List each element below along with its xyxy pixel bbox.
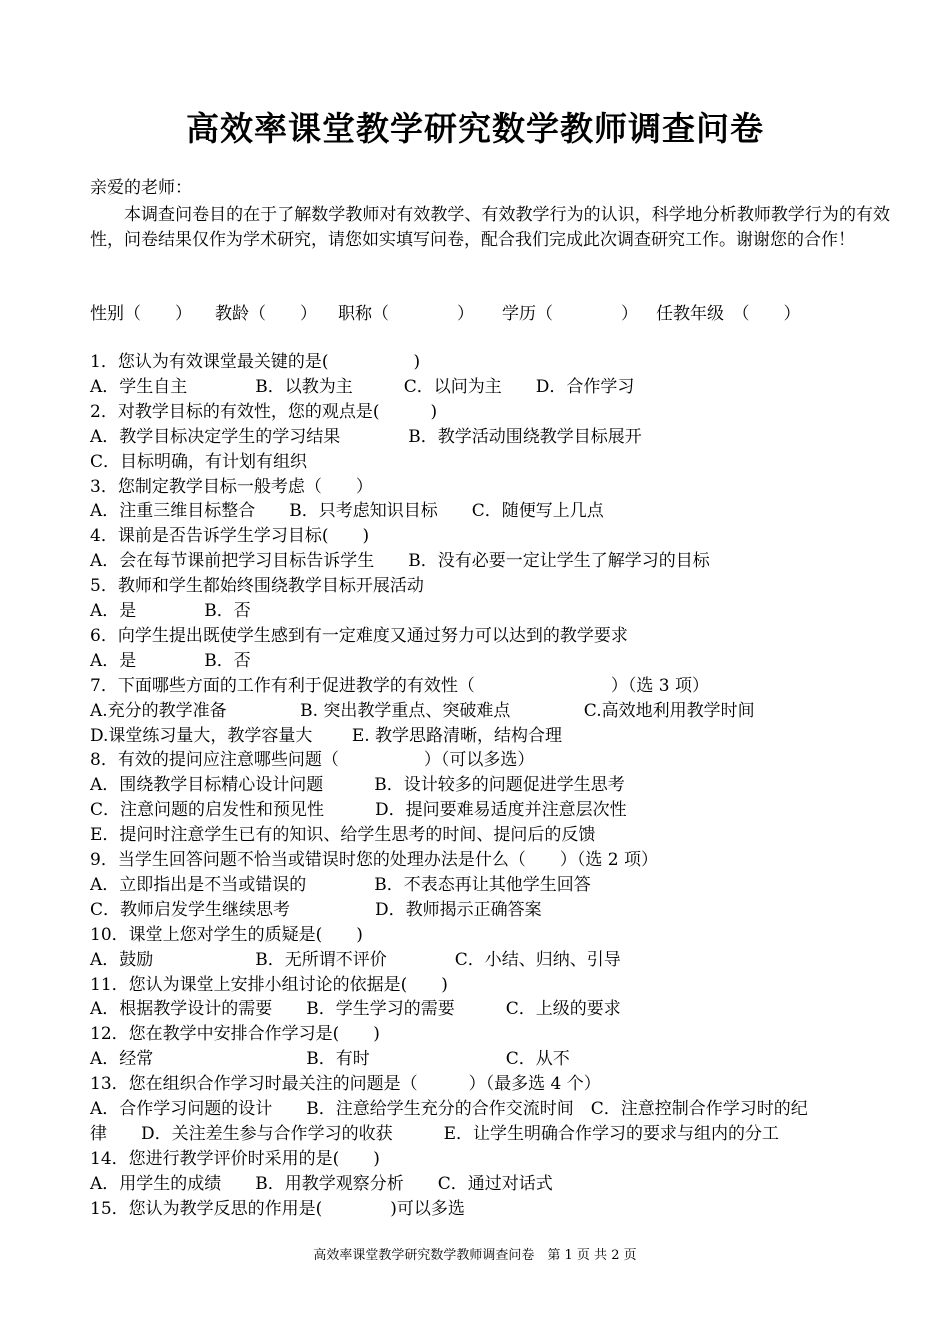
option-line: A．用学生的成绩 B．用教学观察分析 C．通过对话式 [90,1173,553,1194]
intro-paragraph: 本调查问卷目的在于了解数学教师对有效教学、有效教学行为的认识，科学地分析教师教学行为的有效性，问卷结果仅作为学术研究，请您如实填写问卷，配合我们完成此次调查研究工作。谢谢您的合作！ [90,205,890,250]
question-line: 15．您认为教学反思的作用是( )可以多选 [90,1198,465,1219]
question-line: 6．向学生提出既使学生感到有一定难度又通过努力可以达到的教学要求 [90,625,628,646]
option-line: A．注重三维目标整合 B．只考虑知识目标 C．随便写上几点 [90,501,604,522]
question-line: 14．您进行教学评价时采用的是( ) [90,1148,380,1169]
option-line: A．教学目标决定学生的学习结果 B．教学活动围绕教学目标展开 [90,426,642,447]
question-line: 4．课前是否告诉学生学习目标( ) [90,526,370,547]
option-line: A．围绕教学目标精心设计问题 B．设计较多的问题促进学生思考 [90,775,625,796]
greeting: 亲爱的老师： [90,178,192,198]
page-footer: 高效率课堂教学研究数学教师调查问卷 第 1 页 共 2 页 [313,1248,637,1263]
info-gender: 性别（ ） [90,304,192,324]
question-line: 11．您认为课堂上安排小组讨论的依据是( ) [90,974,448,995]
question-line: 3．您制定教学目标一般考虑（ ） [90,476,373,497]
option-line: A．立即指出是不当或错误的 B．不表态再让其他学生回答 [90,874,591,895]
option-line: D.课堂练习量大，教学容量大 E. 教学思路清晰，结构合理 [90,725,563,746]
option-line: C．目标明确，有计划有组织 [90,451,308,472]
option-line: A．会在每节课前把学习目标告诉学生 B．没有必要一定让学生了解学习的目标 [90,551,710,572]
question-line: 7．下面哪些方面的工作有利于促进教学的有效性（ ）（选 3 项） [90,675,709,696]
question-line: 12．您在教学中安排合作学习是( ) [90,1024,380,1045]
option-line: A．鼓励 B．无所谓不评价 C．小结、归纳、引导 [90,949,621,970]
question-line: 5．教师和学生都始终围绕教学目标开展活动 [90,576,424,597]
info-education: 学历（ ） [502,304,638,324]
option-line: C．教师启发学生继续思考 D．教师揭示正确答案 [90,899,542,920]
option-line: C．注意问题的启发性和预见性 D．提问要难易适度并注意层次性 [90,800,627,821]
question-line: 10．课堂上您对学生的质疑是( ) [90,924,363,945]
option-line: A．经常 B．有时 C．从不 [90,1049,570,1070]
option-line: A．是 B．否 [90,650,251,671]
option-line: 律 D．关注差生参与合作学习的收获 E．让学生明确合作学习的要求与组内的分工 [90,1123,780,1144]
question-line: 1．您认为有效课堂最关键的是( ) [90,352,421,372]
info-teaching-years: 教龄（ ） [215,304,317,324]
option-line: A．学生自主 B．以教为主 C．以问为主 D．合作学习 [90,376,635,397]
option-line: A．合作学习问题的设计 B．注意给学生充分的合作交流时间 C．注意控制合作学习时的纪 [90,1099,808,1119]
page-title: 高效率课堂教学研究数学教师调查问卷 [186,109,764,148]
option-line: A.充分的教学准备 B. 突出教学重点、突破难点 C.高效地利用教学时间 [90,700,755,721]
option-line: E．提问时注意学生已有的知识、给学生思考的时间、提问后的反馈 [90,825,596,846]
option-line: A．是 B．否 [90,601,251,621]
question-line: 13．您在组织合作学习时最关注的问题是（ ）（最多选 4 个） [90,1074,601,1095]
question-line: 9．当学生回答问题不恰当或错误时您的处理办法是什么（ ）（选 2 项） [90,850,658,870]
info-title-rank: 职称（ ） [338,304,474,324]
question-line: 2．对教学目标的有效性，您的观点是( ) [90,401,438,422]
option-line: A．根据教学设计的需要 B．学生学习的需要 C．上级的要求 [90,999,621,1020]
info-grade-taught: 任教年级 （ ） [656,304,801,324]
question-line: 8．有效的提问应注意哪些问题（ ）（可以多选） [90,750,535,771]
